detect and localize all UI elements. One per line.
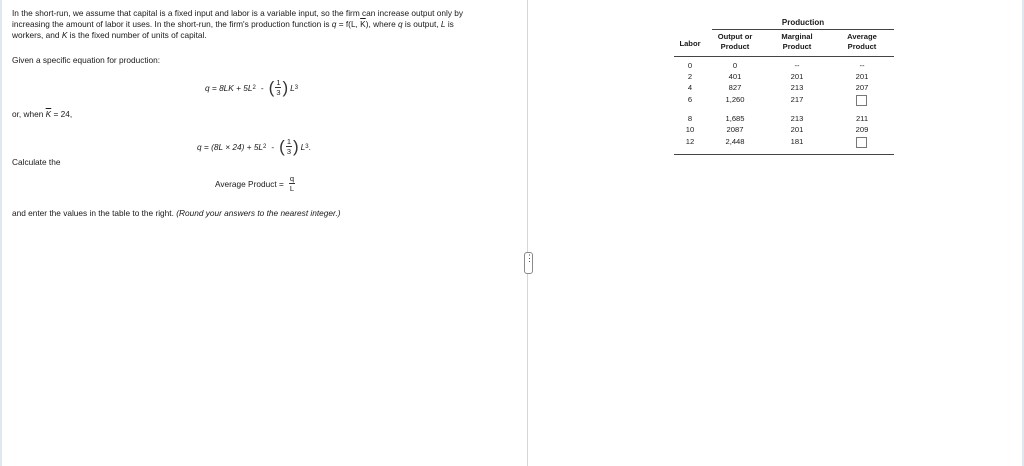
paren-close: ): [282, 78, 289, 97]
output-cell: 827: [728, 83, 742, 92]
left-edge: [0, 0, 2, 466]
eq2-exponent: 2: [263, 143, 267, 150]
eq2-minus: -: [271, 141, 275, 152]
labor-cell: 6: [687, 95, 693, 104]
marginal-cell: 201: [790, 72, 804, 81]
intro-text: [12, 8, 522, 41]
paren-open: (: [268, 78, 275, 97]
average-product-input-row-6[interactable]: [856, 95, 867, 106]
eq1-left: q = 8LK + 5L: [205, 82, 253, 93]
labor-cell: 8: [687, 114, 693, 123]
eq2-period: .: [308, 141, 311, 152]
output-cell: 1,260: [725, 95, 745, 104]
production-equation: [205, 78, 298, 97]
eq1-tail-exponent: 3: [294, 84, 299, 91]
eq1-fraction: $\frac{1}{3}$: [276, 78, 281, 97]
average-cell: 209: [855, 125, 869, 134]
intro-line-1: In the short-run, we assume that capital is a fixed input and labor is a variable input, so the firm can increase output only by: [12, 8, 464, 18]
labor-cell: 2: [687, 72, 693, 81]
marginal-cell: --: [794, 61, 800, 70]
eq2-tail: L: [300, 141, 306, 152]
marginal-cell: 181: [790, 137, 804, 146]
col-header-average: Average Product: [847, 32, 877, 51]
average-cell: --: [859, 61, 865, 70]
labor-cell: 4: [687, 83, 693, 92]
output-cell: 2,448: [725, 137, 745, 146]
intro-line-3: workers, and K is the fixed number of units of capital.: [12, 30, 207, 40]
col-header-output: Output or Product: [717, 32, 753, 51]
header-rule: [674, 56, 894, 57]
average-cell: 201: [855, 72, 869, 81]
pane-divider-handle[interactable]: ⋮: [524, 252, 533, 274]
output-cell: 1,685: [725, 114, 745, 123]
instruction-text: and enter the values in the table to the right. (Round your answers to the nearest integer.): [12, 208, 341, 218]
or-when-text: or, when $\overline{K} = 24$,: [12, 109, 73, 119]
ap-label: Average Product =: [215, 178, 284, 189]
intro-line-2: increasing the amount of labor it uses. In the short-run, the firm's production function is q = f(L, $\overline{K}$), where q is output, L is: [12, 19, 454, 29]
specific-equation: [197, 137, 311, 156]
labor-cell: 12: [685, 137, 695, 146]
marginal-cell: 201: [790, 125, 804, 134]
marginal-cell: 217: [790, 95, 804, 104]
group-rule: [712, 29, 894, 30]
output-cell: 2087: [726, 125, 744, 134]
eq1-tail: L: [290, 82, 295, 93]
average-cell: 211: [855, 114, 869, 123]
output-cell: 401: [728, 72, 742, 81]
marginal-cell: 213: [790, 114, 804, 123]
table-pane: [529, 0, 1024, 466]
eq2-fraction: $\frac{1}{3}$: [286, 137, 291, 156]
labor-cell: 10: [685, 125, 695, 134]
labor-cell: 0: [687, 61, 693, 70]
given-text: Given a specific equation for production:: [12, 55, 161, 65]
paren-open: (: [279, 137, 285, 156]
col-header-marginal: Marginal Product: [781, 32, 813, 51]
paren-close: ): [293, 137, 299, 156]
output-cell: 0: [732, 61, 738, 70]
average-product-formula: [215, 174, 296, 193]
eq2-tail-exponent: 3: [305, 143, 309, 150]
production-group-header: Production: [781, 18, 825, 27]
marginal-cell: 213: [790, 83, 804, 92]
eq1-exponent: 2: [252, 84, 256, 91]
eq2-left: q = (8L × 24) + 5L: [197, 141, 264, 152]
average-cell: 207: [855, 83, 869, 92]
average-product-input-row-12[interactable]: [856, 137, 867, 148]
col-header-labor: Labor: [679, 39, 701, 48]
bottom-rule: [674, 154, 894, 155]
eq1-minus: -: [260, 82, 264, 93]
calculate-text: Calculate the: [12, 157, 61, 167]
ap-fraction: $\frac{q}{L}$: [289, 174, 294, 193]
